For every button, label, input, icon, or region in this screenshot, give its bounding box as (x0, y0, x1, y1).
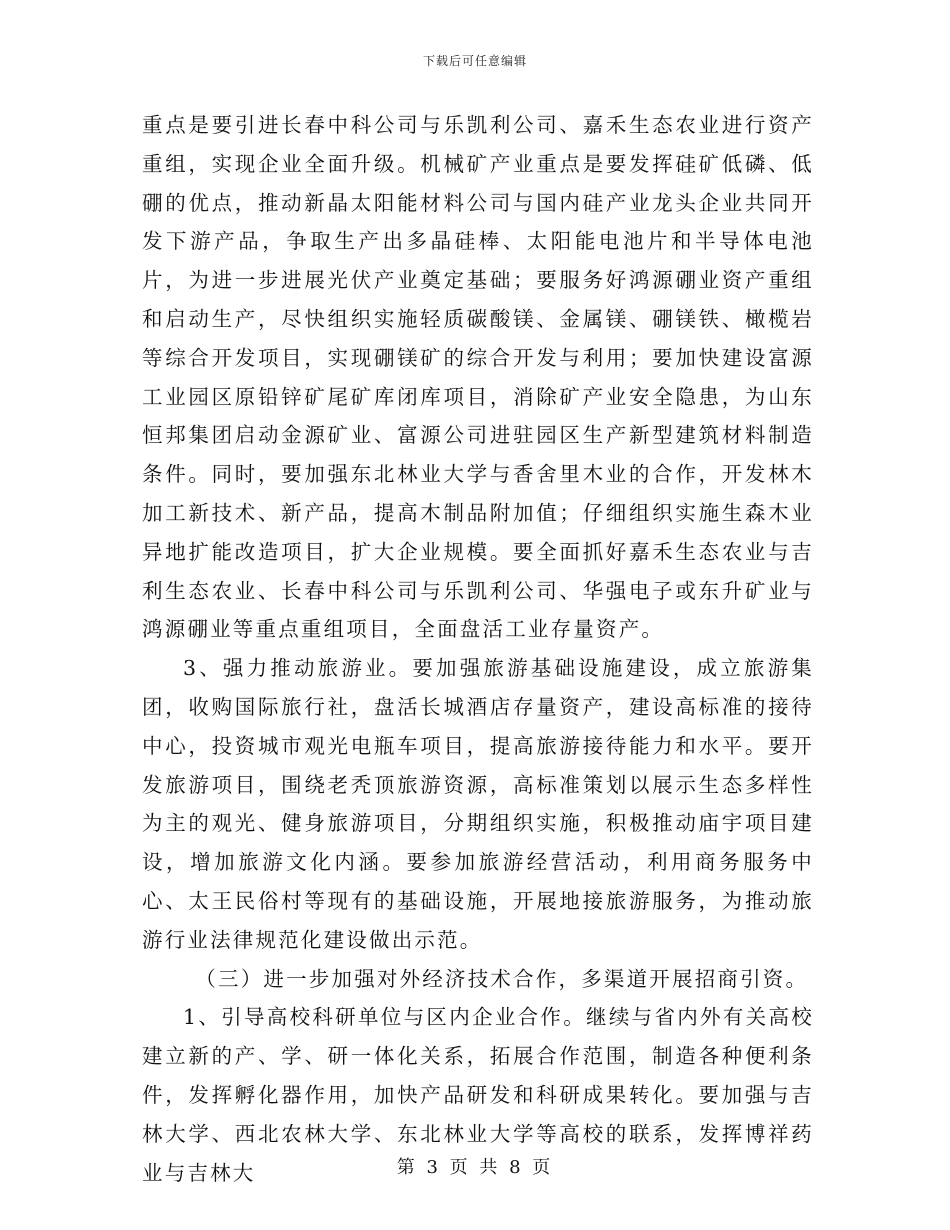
paragraph-university-cooperation: 1、引导高校科研单位与区内企业合作。继续与省内外有关高校建立新的产、学、研一体化关系，拓展合作范围，制造各种便利条件，发挥孵化器作用，加快产品研发和科研成果转化。要加强与吉林大学、西北农林大学、东北林业大学等高校的联系，发挥博祥药业与吉林大 (142, 1005, 814, 1185)
paragraph-industry-restructuring: 重点是要引进长春中科公司与乐凯利公司、嘉禾生态农业进行资产重组，实现企业全面升级。机械矿产业重点是要发挥硅矿低磷、低硼的优点，推动新晶太阳能材料公司与国内硅产业龙头企业共同开发下游产品，争取生产出多晶硅棒、太阳能电池片和半导体电池片，为进一步进展光伏产业奠定基础；要服务好鸿源硼业资产重组和启动生产，尽快组织实施轻质碳酸镁、金属镁、硼镁铁、橄榄岩等综合开发项目，实现硼镁矿的综合开发与利用；要加快建设富源工业园区原铅锌矿尾矿库闭库项目，消除矿产业安全隐患，为山东恒邦集团启动金源矿业、富源公司进驻园区生产新型建筑材料制造条件。同时，要加强东北林业大学与香舍里木业的合作，开发林木加工新技术、新产品，提高木制品附加值；仔细组织实施生森木业异地扩能改造项目，扩大企业规模。要全面抓好嘉禾生态农业与吉利生态农业、长春中科公司与乐凯利公司、华强电子或东升矿业与鸿源硼业等重点重组项目，全面盘活工业存量资产。 (142, 113, 814, 642)
page-header-note: 下载后可任意编辑 (422, 54, 527, 68)
document-body (142, 106, 814, 1192)
section-heading-cooperation: （三）进一步加强对外经济技术合作，多渠道开展招商引资。 (195, 966, 809, 991)
paragraph-tourism: 3、强力推动旅游业。要加强旅游基础设施建设，成立旅游集团，收购国际旅行社，盘活长城酒店存量资产，建设高标准的接待中心，投资城市观光电瓶车项目，提高旅游接待能力和水平。要开发旅游项目，围绕老秃顶旅游资源，高标准策划以展示生态多样性为主的观光、健身旅游项目，分期组织实施，积极推动庙宇项目建设，增加旅游文化内涵。要参加旅游经营活动，利用商务服务中心、太王民俗村等现有的基础设施，开展地接旅游服务，为推动旅游行业法律规范化建设做出示范。 (142, 656, 814, 952)
page-number-footer: 第 3 页 共 8 页 (396, 1157, 554, 1178)
